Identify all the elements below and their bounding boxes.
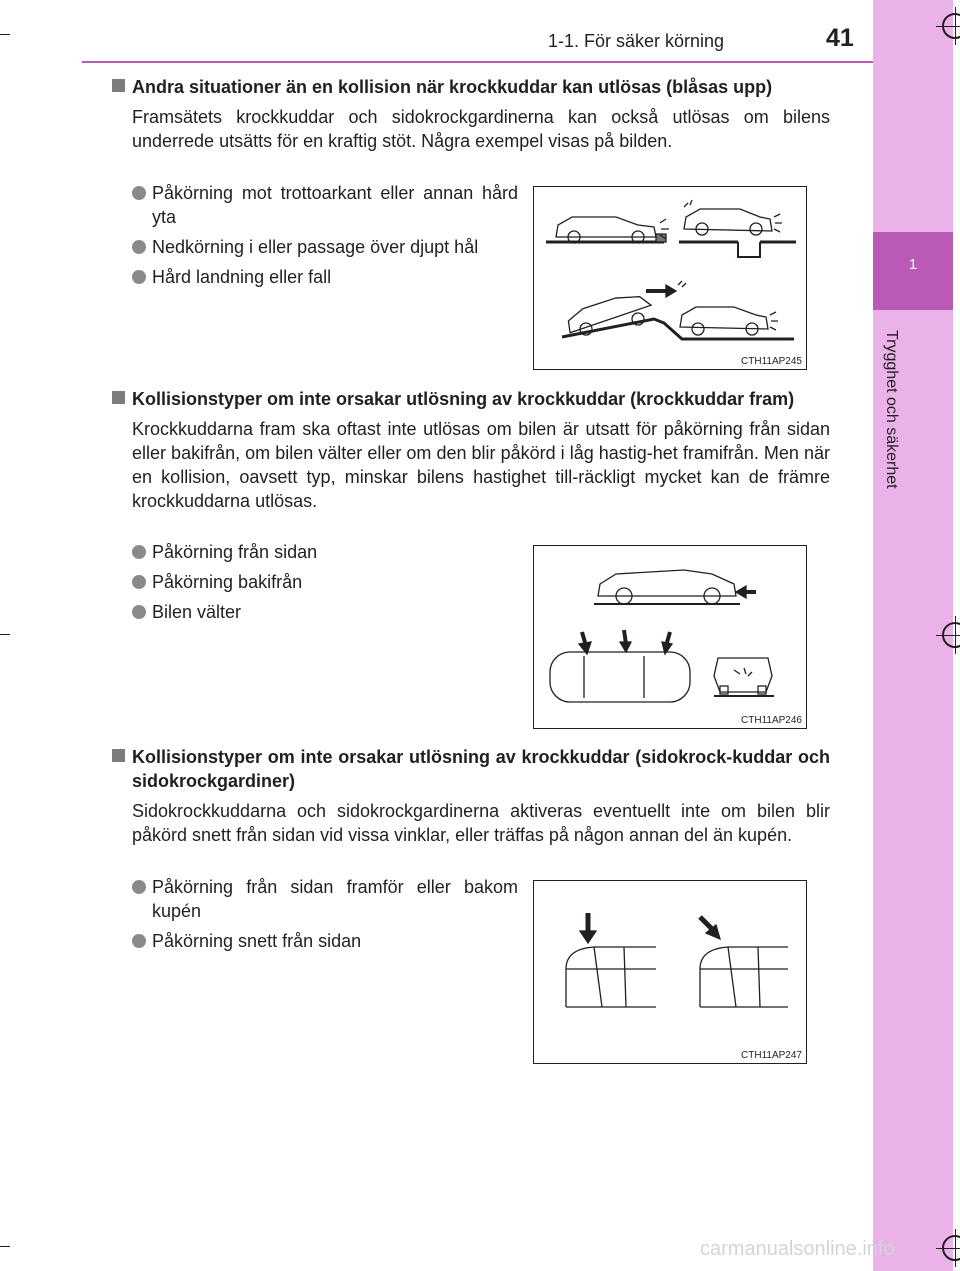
bullet-list-1: [132, 181, 518, 295]
chapter-number-tab[interactable]: 1: [873, 232, 953, 310]
list-item: Påkörning snett från sidan: [132, 929, 518, 953]
section-2: [112, 387, 830, 513]
section-3: [112, 745, 830, 847]
section-1: [112, 75, 830, 153]
crop-mark: [0, 1246, 10, 1247]
crop-mark: [0, 34, 10, 35]
list-item: Nedkörning i eller passage över djupt hål: [132, 235, 518, 259]
list-item: Påkörning bakifrån: [132, 570, 518, 594]
section-title: 1-1. För säker körning: [548, 31, 725, 51]
section-heading: Andra situationer än en kollision när krockkuddar kan utlösas (blåsas upp): [112, 75, 830, 99]
figure-code: CTH11AP247: [741, 1050, 802, 1061]
section-heading: Kollisionstyper om inte orsakar utlösning av krockkuddar (sidokrock-kuddar och sidokrockgardiner): [112, 745, 830, 793]
figure-code: CTH11AP245: [741, 356, 802, 367]
square-bullet-icon: [112, 391, 125, 404]
bullet-icon: [132, 934, 146, 948]
car-side-rear-illustration: [534, 546, 806, 728]
car-impact-illustration: [534, 187, 806, 369]
section-heading: Kollisionstyper om inte orsakar utlösning av krockkuddar (krockkuddar fram): [112, 387, 830, 411]
square-bullet-icon: [112, 79, 125, 92]
car-oblique-illustration: [534, 881, 806, 1063]
list-item: Påkörning från sidan: [132, 540, 518, 564]
bullet-list-3: [132, 875, 518, 959]
bullet-icon: [132, 270, 146, 284]
figure-side-rear-rollover: [533, 545, 807, 729]
bullet-icon: [132, 575, 146, 589]
bullet-icon: [132, 605, 146, 619]
figure-undercarriage-impact: [533, 186, 807, 370]
crop-mark: [0, 634, 10, 635]
bullet-icon: [132, 240, 146, 254]
bullet-list-2: [132, 540, 518, 630]
figure-code: CTH11AP246: [741, 715, 802, 726]
chapter-title: Trygghet och säkerhet: [883, 330, 900, 489]
bullet-icon: [132, 545, 146, 559]
square-bullet-icon: [112, 749, 125, 762]
list-item: Påkörning mot trottoarkant eller annan hård yta: [132, 181, 518, 229]
section-body: Framsätets krockkuddar och sidokrockgardinerna kan också utlösas om bilens underrede utsätts för en kraftig stöt. Några exempel visas på bilden.: [132, 107, 830, 151]
section-body: Krockkuddarna fram ska oftast inte utlösas om bilen är utsatt för påkörning från sidan eller bakifrån, om bilen välter eller om den blir påkörd i låg hastig-het framifrån. Men när en kollision, oavsett typ, minskar bilens hastighet till-räckligt mycket kan de främre krockkuddarna utlösas.: [132, 419, 830, 511]
list-item: Bilen välter: [132, 600, 518, 624]
bullet-icon: [132, 880, 146, 894]
watermark: carmanualsonline.info: [700, 1238, 895, 1260]
list-item: Hård landning eller fall: [132, 265, 518, 289]
header-rule: [82, 61, 873, 63]
list-item: Påkörning från sidan framför eller bakom kupén: [132, 875, 518, 923]
section-body: Sidokrockkuddarna och sidokrockgardinerna aktiveras eventuellt inte om bilen blir påkörd snett från sidan vid vissa vinklar, eller träffas på någon annan del än kupén.: [132, 801, 830, 845]
bullet-icon: [132, 186, 146, 200]
figure-oblique-impact: [533, 880, 807, 1064]
page-number: 41: [826, 24, 854, 52]
